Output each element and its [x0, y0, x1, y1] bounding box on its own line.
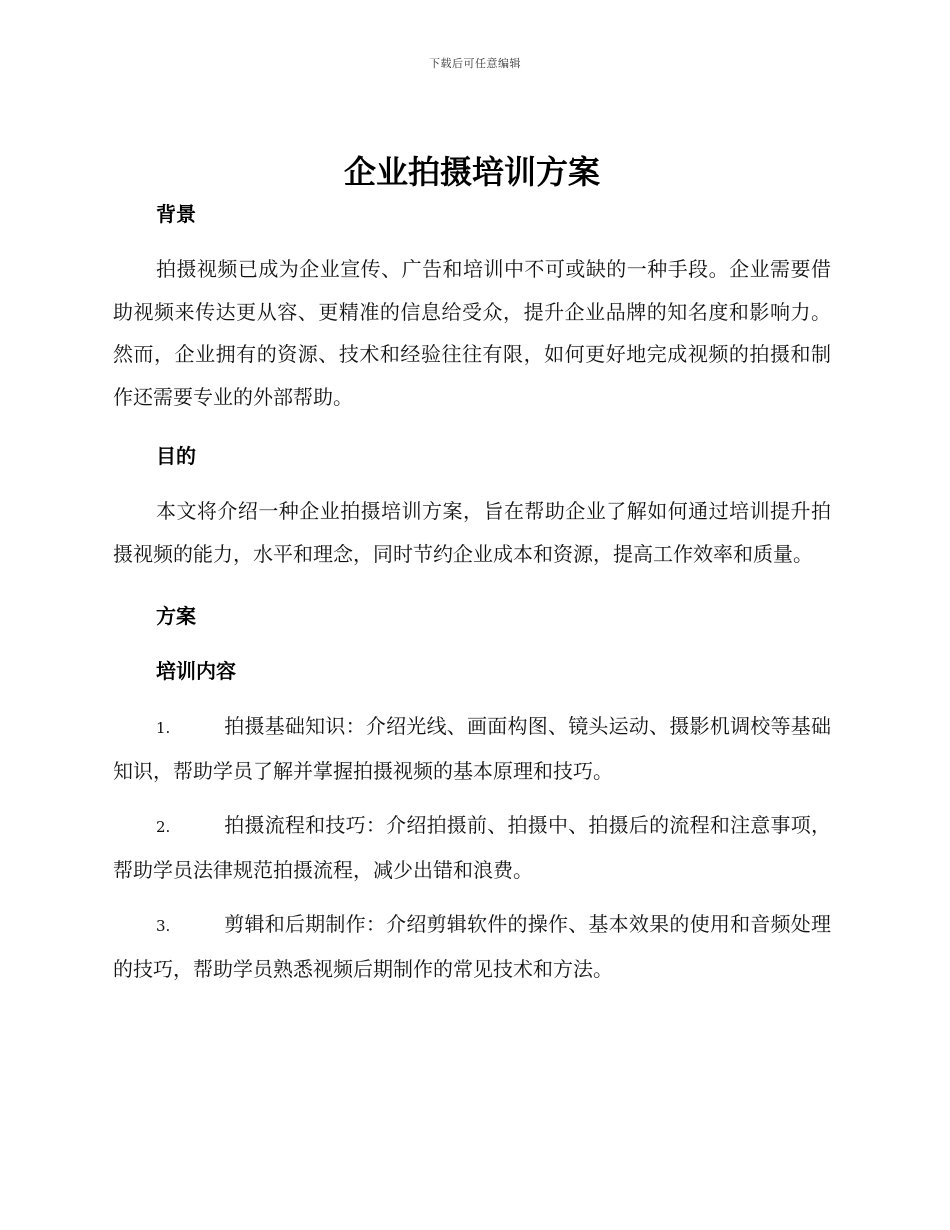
section-heading-background: 背景: [156, 202, 196, 226]
section-heading-purpose: 目的: [156, 444, 196, 468]
list-item-text: 剪辑和后期制作：介绍剪辑软件的操作、基本效果的使用和音频处理的技巧，帮助学员熟悉视频后期制作的常见技术和方法。: [113, 912, 831, 981]
list-item-text: 拍摄基础知识：介绍光线、画面构图、镜头运动、摄影机调校等基础知识，帮助学员了解并掌握拍摄视频的基本原理和技巧。: [113, 714, 831, 783]
section-paragraph-background: 拍摄视频已成为企业宣传、广告和培训中不可或缺的一种手段。企业需要借助视频来传达更从容、更精准的信息给受众，提升企业品牌的知名度和影响力。然而，企业拥有的资源、技术和经验往往有限，如何更好地完成视频的拍摄和制作还需要专业的外部帮助。: [113, 257, 831, 409]
document-title: 企业拍摄培训方案: [343, 153, 600, 191]
section-paragraph-purpose: 本文将介绍一种企业拍摄培训方案，旨在帮助企业了解如何通过培训提升拍摄视频的能力，水平和理念，同时节约企业成本和资源，提高工作效率和质量。: [113, 499, 831, 566]
list-item-number: 2.: [156, 818, 171, 836]
section-heading-plan: 方案: [156, 604, 196, 628]
list-item: [113, 705, 831, 792]
list-item-number: 1.: [156, 719, 171, 737]
list-item-number: 3.: [156, 917, 171, 935]
document-body: [113, 150, 831, 990]
list-item-text: 拍摄流程和技巧：介绍拍摄前、拍摄中、拍摄后的流程和注意事项，帮助学员法律规范拍摄流程，减少出错和浪费。: [113, 813, 831, 882]
list-item: [113, 804, 831, 891]
subsection-heading-training-content: 培训内容: [156, 659, 236, 683]
header-note: 下载后可任意编辑: [429, 57, 521, 70]
list-item: [113, 903, 831, 990]
